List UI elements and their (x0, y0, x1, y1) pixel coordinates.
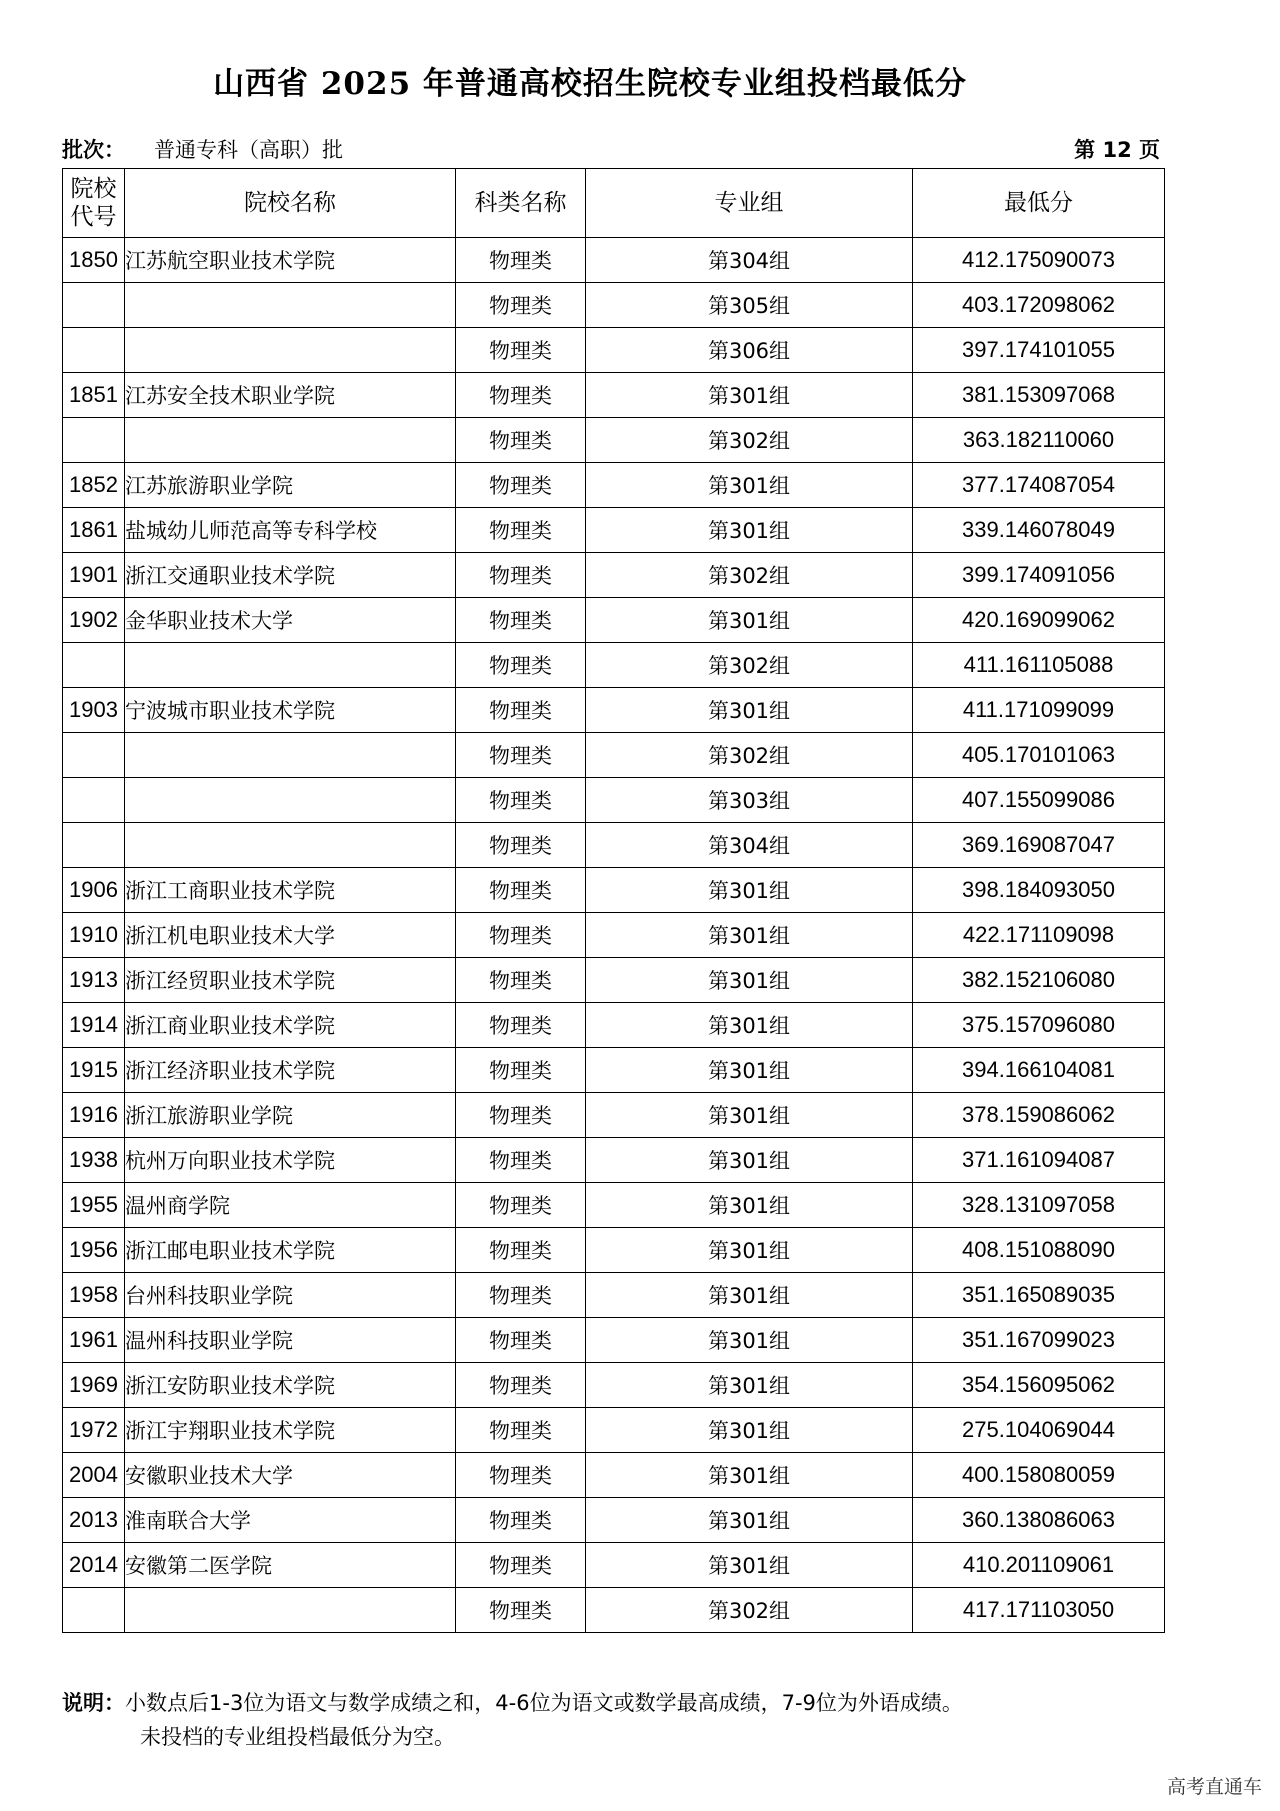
major-group-cell: 第301组 (586, 508, 913, 553)
category-cell: 物理类 (456, 913, 586, 958)
major-group-cell: 第302组 (586, 553, 913, 598)
table-row (63, 643, 1165, 688)
table-row (63, 418, 1165, 463)
major-group-cell: 第301组 (586, 688, 913, 733)
school-name-cell: 江苏安全技术职业学院 (125, 373, 456, 418)
category-cell: 物理类 (456, 1273, 586, 1318)
min-score-cell: 411.171099099 (913, 688, 1165, 733)
school-code-cell: 2004 (63, 1453, 125, 1498)
min-score-cell: 382.152106080 (913, 958, 1165, 1003)
school-name-cell (125, 643, 456, 688)
page-number: 第 12 页 (1074, 138, 1160, 162)
table-row (63, 463, 1165, 508)
school-name-cell: 浙江旅游职业学院 (125, 1093, 456, 1138)
major-group-cell: 第301组 (586, 1273, 913, 1318)
table-row (63, 1543, 1165, 1588)
min-score-cell: 417.171103050 (913, 1588, 1165, 1633)
school-code-cell: 1958 (63, 1273, 125, 1318)
school-code-cell: 1906 (63, 868, 125, 913)
school-code-cell: 1916 (63, 1093, 125, 1138)
table-row (63, 778, 1165, 823)
category-cell: 物理类 (456, 328, 586, 373)
category-cell: 物理类 (456, 463, 586, 508)
category-cell: 物理类 (456, 373, 586, 418)
major-group-cell: 第301组 (586, 463, 913, 508)
table-row (63, 1363, 1165, 1408)
school-name-cell: 浙江宇翔职业技术学院 (125, 1408, 456, 1453)
score-table (62, 168, 1165, 1633)
table-row (63, 508, 1165, 553)
major-group-cell: 第305组 (586, 283, 913, 328)
school-code-cell: 1852 (63, 463, 125, 508)
category-cell: 物理类 (456, 1138, 586, 1183)
table-row (63, 1048, 1165, 1093)
category-cell: 物理类 (456, 283, 586, 328)
table-row (63, 373, 1165, 418)
min-score-cell: 420.169099062 (913, 598, 1165, 643)
school-name-cell: 台州科技职业学院 (125, 1273, 456, 1318)
school-name-cell: 温州科技职业学院 (125, 1318, 456, 1363)
min-score-cell: 360.138086063 (913, 1498, 1165, 1543)
school-code-cell: 2013 (63, 1498, 125, 1543)
min-score-cell: 363.182110060 (913, 418, 1165, 463)
table-row (63, 328, 1165, 373)
header-school-code: 院校代号 (63, 169, 125, 238)
table-row (63, 1273, 1165, 1318)
category-cell: 物理类 (456, 643, 586, 688)
major-group-cell: 第302组 (586, 418, 913, 463)
school-name-cell: 江苏航空职业技术学院 (125, 238, 456, 283)
major-group-cell: 第303组 (586, 778, 913, 823)
school-code-cell: 1914 (63, 1003, 125, 1048)
min-score-cell: 405.170101063 (913, 733, 1165, 778)
major-group-cell: 第301组 (586, 1228, 913, 1273)
major-group-cell: 第301组 (586, 1408, 913, 1453)
table-row (63, 1408, 1165, 1453)
major-group-cell: 第301组 (586, 868, 913, 913)
school-name-cell: 安徽职业技术大学 (125, 1453, 456, 1498)
school-code-cell: 1910 (63, 913, 125, 958)
table-row (63, 553, 1165, 598)
school-name-cell: 宁波城市职业技术学院 (125, 688, 456, 733)
note (62, 1686, 1222, 1754)
table-row (63, 1183, 1165, 1228)
min-score-cell: 371.161094087 (913, 1138, 1165, 1183)
min-score-cell: 411.161105088 (913, 643, 1165, 688)
major-group-cell: 第301组 (586, 1183, 913, 1228)
table-row (63, 1138, 1165, 1183)
min-score-cell: 369.169087047 (913, 823, 1165, 868)
table-row (63, 868, 1165, 913)
school-name-cell: 浙江工商职业技术学院 (125, 868, 456, 913)
category-cell: 物理类 (456, 733, 586, 778)
school-name-cell: 江苏旅游职业学院 (125, 463, 456, 508)
school-name-cell: 浙江经贸职业技术学院 (125, 958, 456, 1003)
school-code-cell: 1969 (63, 1363, 125, 1408)
header-category: 科类名称 (456, 169, 586, 238)
major-group-cell: 第304组 (586, 238, 913, 283)
major-group-cell: 第301组 (586, 1453, 913, 1498)
school-name-cell: 金华职业技术大学 (125, 598, 456, 643)
min-score-cell: 397.174101055 (913, 328, 1165, 373)
category-cell: 物理类 (456, 1408, 586, 1453)
school-code-cell (63, 733, 125, 778)
min-score-cell: 354.156095062 (913, 1363, 1165, 1408)
major-group-cell: 第301组 (586, 1138, 913, 1183)
school-code-cell: 1902 (63, 598, 125, 643)
min-score-cell: 408.151088090 (913, 1228, 1165, 1273)
table-row (63, 913, 1165, 958)
category-cell: 物理类 (456, 1588, 586, 1633)
category-cell: 物理类 (456, 1498, 586, 1543)
school-code-cell: 1851 (63, 373, 125, 418)
school-name-cell (125, 778, 456, 823)
school-name-cell: 安徽第二医学院 (125, 1543, 456, 1588)
school-name-cell: 温州商学院 (125, 1183, 456, 1228)
category-cell: 物理类 (456, 1003, 586, 1048)
min-score-cell: 375.157096080 (913, 1003, 1165, 1048)
category-cell: 物理类 (456, 823, 586, 868)
major-group-cell: 第301组 (586, 1003, 913, 1048)
table-row (63, 1588, 1165, 1633)
category-cell: 物理类 (456, 238, 586, 283)
table-header-row (63, 169, 1165, 238)
min-score-cell: 403.172098062 (913, 283, 1165, 328)
school-code-cell: 1938 (63, 1138, 125, 1183)
category-cell: 物理类 (456, 508, 586, 553)
school-name-cell (125, 418, 456, 463)
table-row (63, 688, 1165, 733)
major-group-cell: 第301组 (586, 373, 913, 418)
school-code-cell: 1955 (63, 1183, 125, 1228)
table-row (63, 958, 1165, 1003)
min-score-cell: 339.146078049 (913, 508, 1165, 553)
school-name-cell: 浙江邮电职业技术学院 (125, 1228, 456, 1273)
min-score-cell: 377.174087054 (913, 463, 1165, 508)
category-cell: 物理类 (456, 1048, 586, 1093)
school-code-cell: 1972 (63, 1408, 125, 1453)
school-code-cell (63, 418, 125, 463)
school-code-cell (63, 328, 125, 373)
major-group-cell: 第304组 (586, 823, 913, 868)
table-row (63, 733, 1165, 778)
school-code-cell: 2014 (63, 1543, 125, 1588)
category-cell: 物理类 (456, 1453, 586, 1498)
category-cell: 物理类 (456, 1318, 586, 1363)
category-cell: 物理类 (456, 598, 586, 643)
header-min-score: 最低分 (913, 169, 1165, 238)
note-line-2: 未投档的专业组投档最低分为空。 (140, 1725, 455, 1749)
school-name-cell (125, 283, 456, 328)
school-code-cell: 1850 (63, 238, 125, 283)
category-cell: 物理类 (456, 778, 586, 823)
header-major-group: 专业组 (586, 169, 913, 238)
school-name-cell: 盐城幼儿师范高等专科学校 (125, 508, 456, 553)
min-score-cell: 275.104069044 (913, 1408, 1165, 1453)
min-score-cell: 399.174091056 (913, 553, 1165, 598)
school-code-cell: 1861 (63, 508, 125, 553)
category-cell: 物理类 (456, 1543, 586, 1588)
table-row (63, 823, 1165, 868)
school-code-cell: 1901 (63, 553, 125, 598)
school-name-cell: 浙江商业职业技术学院 (125, 1003, 456, 1048)
note-label: 说明： (62, 1691, 125, 1715)
school-code-cell: 1903 (63, 688, 125, 733)
min-score-cell: 394.166104081 (913, 1048, 1165, 1093)
min-score-cell: 410.201109061 (913, 1543, 1165, 1588)
school-code-cell (63, 1588, 125, 1633)
school-code-cell: 1956 (63, 1228, 125, 1273)
school-code-cell: 1961 (63, 1318, 125, 1363)
school-name-cell: 杭州万向职业技术学院 (125, 1138, 456, 1183)
category-cell: 物理类 (456, 688, 586, 733)
min-score-cell: 407.155099086 (913, 778, 1165, 823)
major-group-cell: 第301组 (586, 1543, 913, 1588)
table-row (63, 1498, 1165, 1543)
table-row (63, 598, 1165, 643)
min-score-cell: 351.165089035 (913, 1273, 1165, 1318)
school-name-cell: 浙江安防职业技术学院 (125, 1363, 456, 1408)
major-group-cell: 第301组 (586, 1048, 913, 1093)
min-score-cell: 422.171109098 (913, 913, 1165, 958)
school-name-cell (125, 733, 456, 778)
batch-row (62, 134, 1162, 166)
major-group-cell: 第301组 (586, 1318, 913, 1363)
batch-label: 批次： (62, 138, 125, 162)
category-cell: 物理类 (456, 1093, 586, 1138)
major-group-cell: 第302组 (586, 643, 913, 688)
table-row (63, 1093, 1165, 1138)
school-code-cell (63, 823, 125, 868)
table-row (63, 283, 1165, 328)
major-group-cell: 第302组 (586, 733, 913, 778)
school-name-cell (125, 328, 456, 373)
school-code-cell (63, 283, 125, 328)
category-cell: 物理类 (456, 1183, 586, 1228)
watermark: 高考直通车 (1166, 1776, 1262, 1798)
page-title: 山西省 2025 年普通高校招生院校专业组投档最低分 (213, 66, 967, 102)
header-school-name: 院校名称 (125, 169, 456, 238)
school-code-cell (63, 643, 125, 688)
table-row (63, 1228, 1165, 1273)
min-score-cell: 378.159086062 (913, 1093, 1165, 1138)
major-group-cell: 第301组 (586, 1093, 913, 1138)
min-score-cell: 381.153097068 (913, 373, 1165, 418)
min-score-cell: 351.167099023 (913, 1318, 1165, 1363)
category-cell: 物理类 (456, 958, 586, 1003)
school-code-cell: 1915 (63, 1048, 125, 1093)
category-cell: 物理类 (456, 1228, 586, 1273)
school-name-cell: 淮南联合大学 (125, 1498, 456, 1543)
school-code-cell (63, 778, 125, 823)
min-score-cell: 398.184093050 (913, 868, 1165, 913)
category-cell: 物理类 (456, 418, 586, 463)
major-group-cell: 第301组 (586, 913, 913, 958)
school-name-cell: 浙江经济职业技术学院 (125, 1048, 456, 1093)
category-cell: 物理类 (456, 1363, 586, 1408)
batch-value: 普通专科（高职）批 (154, 138, 343, 162)
school-code-cell: 1913 (63, 958, 125, 1003)
note-line-1: 小数点后1-3位为语文与数学成绩之和，4-6位为语文或数学最高成绩，7-9位为外语成绩。 (125, 1691, 963, 1715)
category-cell: 物理类 (456, 868, 586, 913)
min-score-cell: 412.175090073 (913, 238, 1165, 283)
major-group-cell: 第301组 (586, 958, 913, 1003)
min-score-cell: 400.158080059 (913, 1453, 1165, 1498)
table-row (63, 1003, 1165, 1048)
major-group-cell: 第302组 (586, 1588, 913, 1633)
major-group-cell: 第301组 (586, 1498, 913, 1543)
major-group-cell: 第306组 (586, 328, 913, 373)
table-row (63, 238, 1165, 283)
category-cell: 物理类 (456, 553, 586, 598)
school-name-cell (125, 823, 456, 868)
major-group-cell: 第301组 (586, 1363, 913, 1408)
min-score-cell: 328.131097058 (913, 1183, 1165, 1228)
table-row (63, 1318, 1165, 1363)
major-group-cell: 第301组 (586, 598, 913, 643)
school-name-cell (125, 1588, 456, 1633)
school-name-cell: 浙江机电职业技术大学 (125, 913, 456, 958)
table-body (63, 238, 1165, 1633)
school-name-cell: 浙江交通职业技术学院 (125, 553, 456, 598)
table-row (63, 1453, 1165, 1498)
